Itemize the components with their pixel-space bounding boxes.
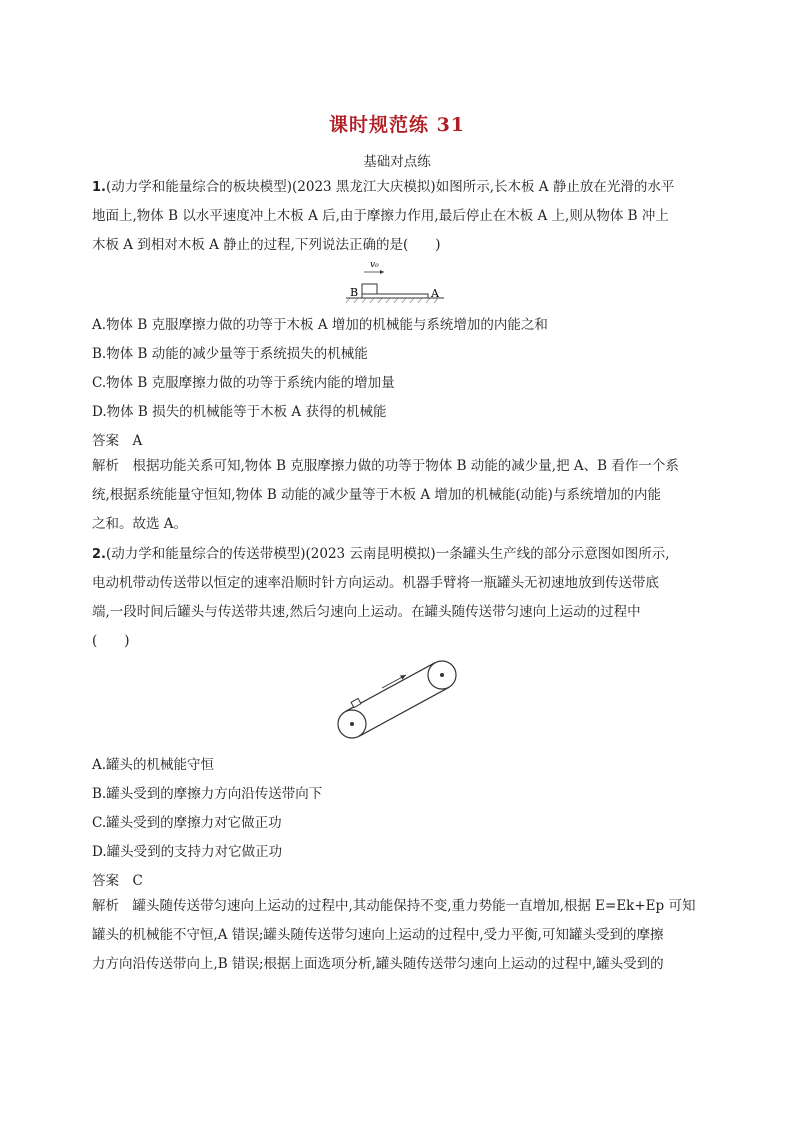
question-1-analysis [92, 452, 704, 539]
analysis-1-line-2: 统,根据系统能量守恒知,物体 B 动能的减少量等于木板 A 增加的机械能(动能)与系统增加的内能 [92, 487, 661, 503]
question-2-answer: 答案 C [92, 873, 143, 889]
question-2-line-1: (动力学和能量综合的传送带模型)(2023 云南昆明模拟)一条罐头生产线的部分示意图如图所示, [105, 546, 670, 562]
question-2-option-c: C.罐头受到的摩擦力对它做正功 [92, 815, 282, 831]
question-2-line-2: 电动机带动传送带以恒定的速率沿顺时针方向运动。机器手臂将一瓶罐头无初速地放到传送带底 [92, 575, 659, 591]
analysis-2-line-1: 解析 罐头随传送带匀速向上运动的过程中,其动能保持不变,重力势能一直增加,根据 E=Ek+Ep 可知 [92, 898, 696, 914]
question-1-option-a: A.物体 B 克服摩擦力做的功等于木板 A 增加的机械能与系统增加的内能之和 [92, 317, 548, 333]
board-block-figure [340, 256, 450, 304]
can [351, 698, 361, 707]
analysis-2-line-2: 罐头的机械能不守恒,A 错误;罐头随传送带匀速向上运动的过程中,受力平衡,可知罐头受到的摩擦 [92, 927, 664, 943]
question-2-option-d: D.罐头受到的支持力对它做正功 [92, 844, 283, 860]
question-1-number: 1. [92, 180, 106, 195]
analysis-1-line-3: 之和。故选 A。 [92, 516, 188, 532]
question-2-number: 2. [92, 547, 106, 562]
analysis-1-line-1: 解析 根据功能关系可知,物体 B 克服摩擦力做的功等于物体 B 动能的减少量,把 A、B 看作一个系 [92, 458, 679, 474]
velocity-label: v₀ [370, 260, 379, 270]
block-b [362, 284, 377, 294]
question-1-line-1: (动力学和能量综合的板块模型)(2023 黑龙江大庆模拟)如图所示,长木板 A 静止放在光滑的水平 [105, 179, 675, 195]
ground-hatch [346, 298, 438, 303]
question-1-answer: 答案 A [92, 433, 143, 449]
board-a [362, 294, 428, 298]
belt-bottom [359, 687, 449, 736]
question-2-analysis [92, 892, 704, 979]
conveyor-belt-figure [330, 652, 465, 747]
question-2-stem [92, 540, 704, 656]
question-2-line-3: 端,一段时间后罐头与传送带共速,然后匀速向上运动。在罐头随传送带匀速向上运动的过程中 [92, 604, 641, 620]
question-1-option-b: B.物体 B 动能的减少量等于系统损失的机械能 [92, 346, 368, 362]
label-a: A [431, 287, 439, 300]
page-title: 课时规范练 31 [328, 114, 466, 136]
question-1-option-d: D.物体 B 损失的机械能等于木板 A 获得的机械能 [92, 404, 387, 420]
question-2-option-b: B.罐头受到的摩擦力方向沿传送带向下 [92, 786, 323, 802]
question-1-option-c: C.物体 B 克服摩擦力做的功等于系统内能的增加量 [92, 375, 395, 391]
question-1-line-3: 木板 A 到相对木板 A 静止的过程,下列说法正确的是( ) [92, 237, 441, 253]
question-2-line-4: ( ) [92, 633, 130, 649]
analysis-2-line-3: 力方向沿传送带向上,B 错误;根据上面选项分析,罐头随传送带匀速向上运动的过程中,罐头受到的 [92, 956, 664, 972]
question-2-option-a: A.罐头的机械能守恒 [92, 757, 215, 773]
section-heading: 基础对点练 [363, 154, 431, 170]
question-1-stem [92, 173, 704, 260]
question-1-line-2: 地面上,物体 B 以水平速度冲上木板 A 后,由于摩擦力作用,最后停止在木板 A 上,则从物体 B 冲上 [92, 208, 669, 224]
label-b: B [350, 286, 359, 299]
